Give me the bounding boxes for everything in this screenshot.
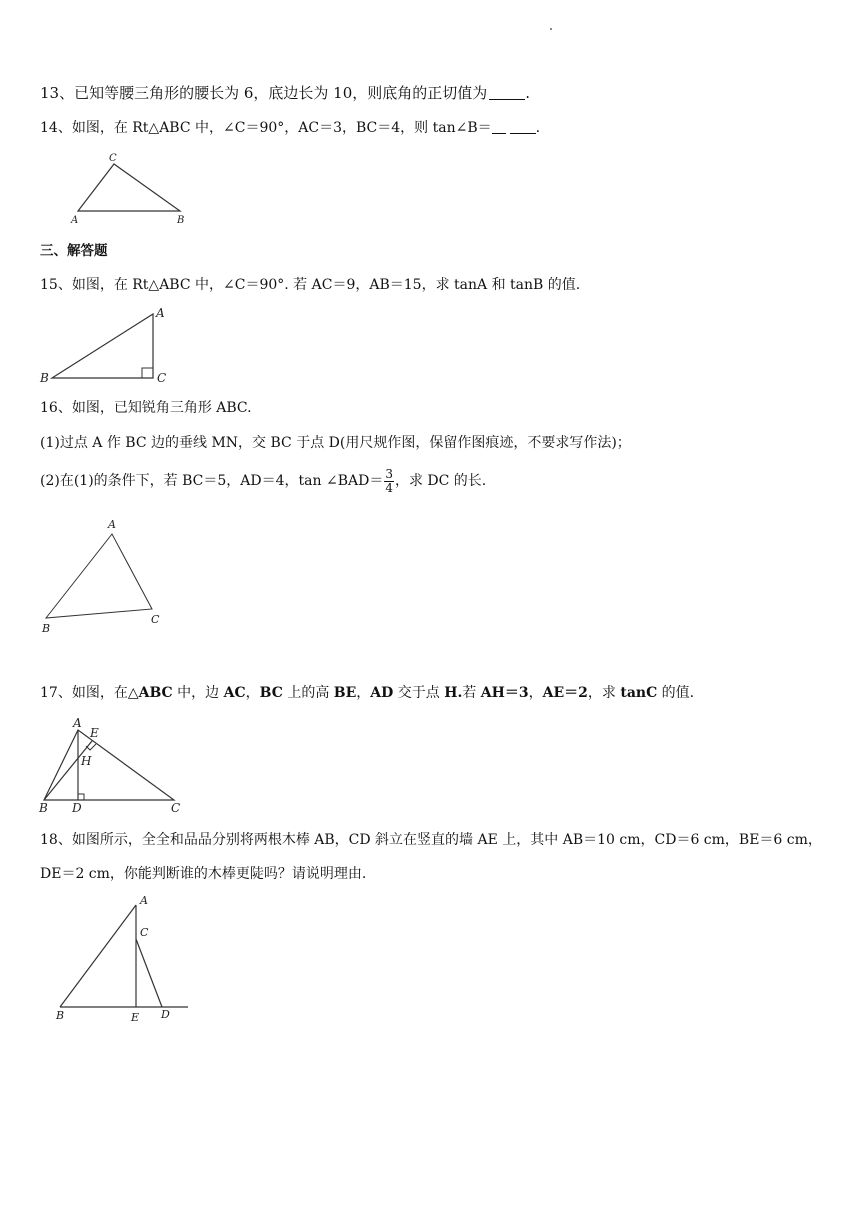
q17-text-6: BC xyxy=(259,685,283,701)
q17-text-12: H. xyxy=(444,685,463,701)
answer-blank-14[interactable] xyxy=(492,120,536,134)
q17-text-17: ，求 xyxy=(587,685,621,701)
question-13 xyxy=(40,83,530,103)
q17-text-3: 中，边 xyxy=(172,685,224,701)
right-angle-mark-d xyxy=(78,794,84,800)
label-c: C xyxy=(151,613,160,626)
question-18-line2: DE＝2 cm，你能判断谁的木棒更陡吗？请说明理由. xyxy=(40,866,367,882)
label-d: D xyxy=(72,801,82,815)
q17-text-5: ， xyxy=(245,685,260,701)
q17-text-18: tanC xyxy=(620,685,658,701)
section-heading: 三、解答题 xyxy=(40,243,108,259)
q17-text-8: BE xyxy=(333,685,357,701)
q17-text-15: ， xyxy=(528,685,543,701)
question-13-text: 13、已知等腰三角形的腰长为 6，底边长为 10，则底角的正切值为 xyxy=(40,84,488,102)
stick-ab xyxy=(60,905,136,1007)
question-16-part2-pre: (2)在(1)的条件下，若 BC＝5，AD＝4，tan ∠BAD＝ xyxy=(40,473,384,489)
right-angle-mark-e xyxy=(86,744,96,750)
right-angle-mark xyxy=(142,368,153,378)
q17-text-16: AE＝2 xyxy=(542,685,588,701)
triangle-abc xyxy=(78,164,180,211)
figure-q18-sticks xyxy=(52,893,192,1023)
question-16-part2-post: ，求 DC 的长. xyxy=(394,473,487,489)
question-15: 15、如图，在 Rt△ABC 中，∠C＝90°. 若 AC＝9，AB＝15，求 tanA 和 tanB 的值. xyxy=(40,277,581,293)
q17-text-4: AC xyxy=(223,685,246,701)
label-b: B xyxy=(42,622,51,635)
label-a: A xyxy=(73,716,82,730)
label-a: A xyxy=(71,215,79,226)
q17-text-11: 交于点 xyxy=(393,685,445,701)
label-a: A xyxy=(140,894,148,907)
label-d: D xyxy=(161,1008,170,1021)
label-h: H xyxy=(81,754,92,768)
header-dot xyxy=(550,28,552,30)
label-e: E xyxy=(90,726,99,740)
figure-q17-triangle-altitudes xyxy=(38,715,198,815)
label-a: A xyxy=(156,306,165,320)
question-18-line1: 18、如图所示，全全和品品分别将两根木棒 AB，CD 斜立在竖直的墙 AE 上，其中 AB＝10 cm，CD＝6 cm，BE＝6 cm， xyxy=(40,832,822,848)
question-13-end: . xyxy=(525,84,531,102)
figure-q16-acute-triangle xyxy=(38,515,178,637)
triangle-abc xyxy=(52,314,153,378)
question-17 xyxy=(40,683,694,703)
q17-text-1: 17、如图，在 xyxy=(40,685,128,701)
q17-text-7: 上的高 xyxy=(282,685,334,701)
question-16-part1: (1)过点 A 作 BC 边的垂线 MN，交 BC 于点 D(用尺规作图，保留作图痕迹，不要求写作法)； xyxy=(40,435,631,451)
fraction-denominator: 4 xyxy=(385,480,393,495)
q17-text-10: AD xyxy=(370,685,394,701)
fraction-numerator: 3 xyxy=(385,466,393,481)
triangle-abc xyxy=(46,534,152,618)
label-b: B xyxy=(40,371,49,385)
label-c: C xyxy=(109,153,117,164)
question-14-end: . xyxy=(535,120,541,136)
label-b: B xyxy=(177,215,185,226)
fraction-3-4 xyxy=(384,468,394,495)
q17-text-9: ， xyxy=(356,685,371,701)
question-16-intro: 16、如图，已知锐角三角形 ABC. xyxy=(40,400,252,416)
question-16-part2 xyxy=(40,464,486,498)
q17-text-19: 的值. xyxy=(657,685,695,701)
label-c: C xyxy=(157,371,167,385)
label-c: C xyxy=(171,801,181,815)
figure-q15-right-triangle xyxy=(40,305,180,387)
question-14 xyxy=(40,118,540,138)
question-14-text: 14、如图，在 Rt△ABC 中，∠C＝90°，AC＝3，BC＝4，则 tan∠B＝ xyxy=(40,120,492,136)
answer-blank-13[interactable] xyxy=(489,85,525,100)
label-a: A xyxy=(108,518,116,531)
q17-text-13: 若 xyxy=(462,685,481,701)
q17-text-2: △ABC xyxy=(127,685,173,701)
figure-q14-triangle xyxy=(60,148,200,230)
label-c: C xyxy=(140,926,149,939)
label-b: B xyxy=(56,1009,65,1022)
triangle-abc xyxy=(44,730,174,800)
stick-cd xyxy=(136,939,162,1007)
label-e: E xyxy=(131,1011,140,1024)
label-b: B xyxy=(39,801,48,815)
q17-text-14: AH＝3 xyxy=(480,685,529,701)
